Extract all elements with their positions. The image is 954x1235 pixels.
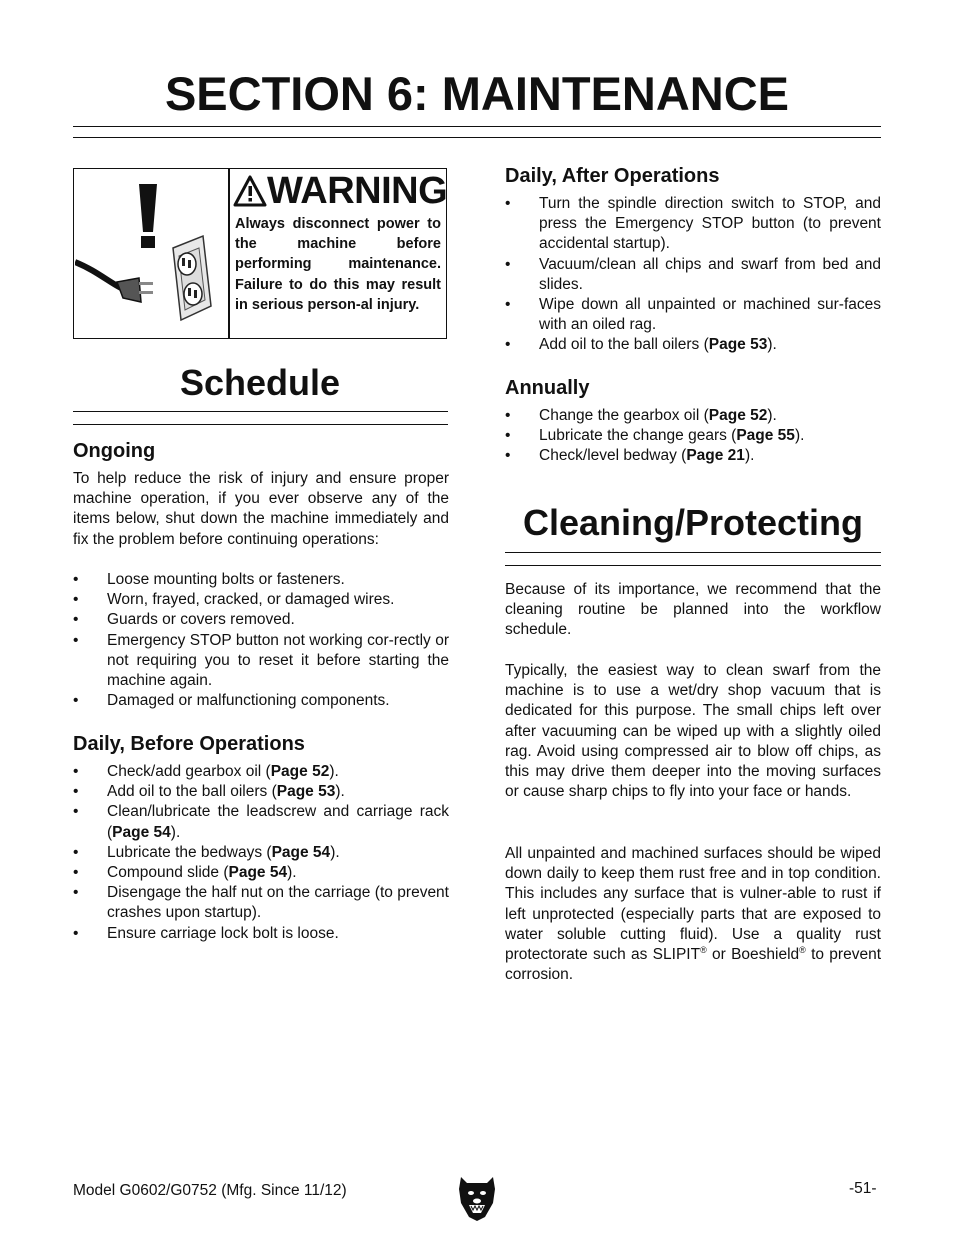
list-item: • Ensure carriage lock bolt is loose. [73,924,449,944]
list-item: • Change the gearbox oil (Page 52). [505,406,881,426]
list-item: • Check/add gearbox oil (Page 52). [73,762,449,782]
list-item: • Clean/lubricate the leadscrew and carriage rack (Page 54). [73,802,449,842]
footer-page-number: -51- [849,1180,877,1197]
cleaning-rule-bottom [505,565,881,566]
list-item: • Add oil to the ball oilers (Page 53). [73,782,449,802]
list-item: • Worn, frayed, cracked, or damaged wires. [73,590,449,610]
cleaning-rule-top [505,552,881,553]
list-item: • Compound slide (Page 54). [73,863,449,883]
schedule-rule-bottom [73,424,448,425]
cleaning-paragraph-1: Because of its importance, we recommend that the cleaning routine be planned into the workflow schedule. [505,581,881,639]
ongoing-list [73,570,449,711]
list-item: • Wipe down all unpainted or machined sur-faces with an oiled rag. [505,295,881,335]
warning-outlet-plug-icon [75,170,227,337]
list-item: • Check/level bedway (Page 21). [505,446,881,466]
warning-heading: WARNING [267,170,448,212]
cleaning-paragraph-3: All unpainted and machined surfaces should be wiped down daily to keep them rust free and in top condition. This includes any surface that is vulner-able to rust if left unprotected (especially parts that are exposed to water soluble cutting fluid). Use a quality rust protectorate such as SLIPIT® or Boeshield® to prevent corrosion. [505,845,881,984]
page-title: SECTION 6: MAINTENANCE [164,67,790,120]
bear-logo-icon [457,1173,497,1223]
daily-after-heading: Daily, After Operations [505,165,720,187]
warning-text: Always disconnect power to the machine before performing maintenance. Failure to do this may result in serious person-al injury. [235,216,441,313]
ongoing-intro: To help reduce the risk of injury and ensure proper machine operation, if you ever observe any of the items below, shut down the machine immediately and fix the problem before continuing operations: [73,470,449,548]
daily-before-heading: Daily, Before Operations [73,733,305,755]
list-item: • Loose mounting bolts or fasteners. [73,570,449,590]
title-rule-top [73,126,881,127]
list-item: • Damaged or malfunctioning components. [73,691,449,711]
warning-divider [228,168,230,339]
daily-after-list [505,194,881,356]
title-rule-bottom [73,137,881,138]
cleaning-heading: Cleaning/Protecting [522,502,864,543]
footer-model: Model G0602/G0752 (Mfg. Since 11/12) [73,1182,347,1199]
daily-before-list [73,762,449,944]
list-item: • Lubricate the change gears (Page 55). [505,426,881,446]
list-item: • Guards or covers removed. [73,610,449,630]
list-item: • Vacuum/clean all chips and swarf from bed and slides. [505,255,881,295]
ongoing-heading: Ongoing [73,440,156,462]
schedule-heading: Schedule [179,362,341,403]
list-item: • Lubricate the bedways (Page 54). [73,843,449,863]
list-item: • Emergency STOP button not working cor-rectly or not requiring you to reset it before starting the machine again. [73,631,449,692]
annually-heading: Annually [505,377,590,399]
list-item: • Turn the spindle direction switch to STOP, and press the Emergency STOP button (to prevent accidental startup). [505,194,881,255]
warning-triangle-icon [233,175,267,207]
list-item: • Disengage the half nut on the carriage (to prevent crashes upon startup). [73,883,449,923]
list-item: • Add oil to the ball oilers (Page 53). [505,335,881,355]
cleaning-paragraph-2: Typically, the easiest way to clean swarf from the machine is to use a wet/dry shop vacuum that is dedicated for this purpose. The small chips left over after vacuuming can be wiped up with a slightly oiled rag. Avoid using compressed air to blow off chips, as this may drive them deeper into the moving surfaces or cause sharp chips to fly into your face or hands. [505,662,881,801]
schedule-rule-top [73,411,448,412]
annually-list [505,406,881,467]
